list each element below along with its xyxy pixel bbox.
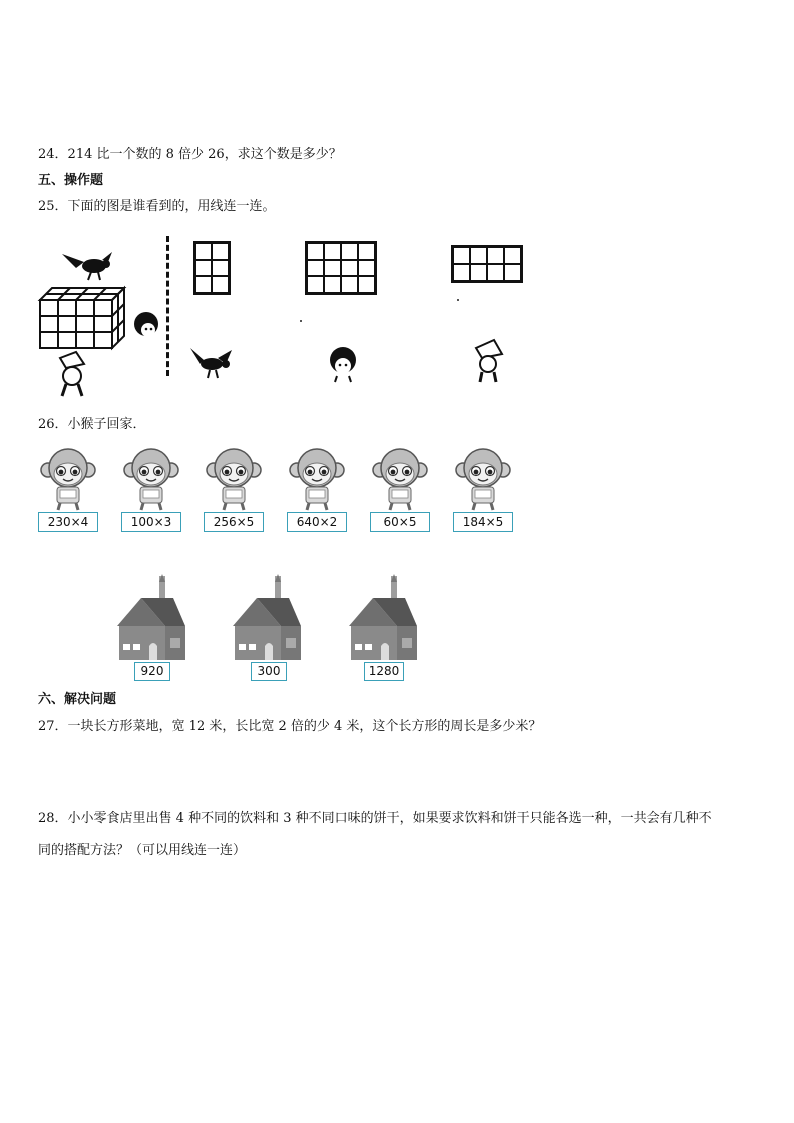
bird-icon bbox=[62, 252, 112, 280]
monkey-icon bbox=[123, 446, 179, 516]
house-icon bbox=[115, 574, 187, 664]
expression-box: 640×2 bbox=[287, 512, 347, 532]
monkey-icon bbox=[206, 446, 262, 516]
section-6-heading: 六、解决问题 bbox=[38, 692, 117, 707]
child-with-hat-icon bbox=[468, 336, 508, 384]
question-28-line-2: 同的搭配方法？（可以用线连一连） bbox=[38, 843, 247, 858]
expression-box: 60×5 bbox=[370, 512, 430, 532]
house-label: 1280 bbox=[364, 662, 404, 681]
expression-box: 100×3 bbox=[121, 512, 181, 532]
monkey-icon bbox=[372, 446, 428, 516]
house-label: 300 bbox=[251, 662, 287, 681]
house-label: 920 bbox=[134, 662, 170, 681]
expression-box: 184×5 bbox=[453, 512, 513, 532]
monkey-icon bbox=[289, 446, 345, 516]
view-grid-front bbox=[305, 241, 377, 295]
stray-dot bbox=[300, 320, 302, 322]
monkey-icon bbox=[40, 446, 96, 516]
view-grid-top bbox=[451, 245, 523, 283]
bird-icon bbox=[186, 344, 240, 380]
monkey-icon bbox=[455, 446, 511, 516]
house-icon bbox=[231, 574, 303, 664]
question-24: 24．214 比一个数的 8 倍少 26，求这个数是多少？ bbox=[38, 147, 342, 162]
question-25: 25．下面的图是谁看到的，用线连一连。 bbox=[38, 199, 276, 214]
question-28-line-1: 28．小小零食店里出售 4 种不同的饮料和 3 种不同口味的饼干，如果要求饮料和饼干只能各选一种，一共会有几种不 bbox=[38, 811, 712, 826]
dashed-divider bbox=[166, 236, 169, 376]
house-icon bbox=[347, 574, 419, 664]
view-grid-side bbox=[193, 241, 231, 295]
cube-front-face bbox=[40, 288, 124, 348]
expression-box: 256×5 bbox=[204, 512, 264, 532]
question-27: 27．一块长方形菜地，宽 12 米，长比宽 2 倍的少 4 米，这个长方形的周长是多少米？ bbox=[38, 719, 542, 734]
stray-dot bbox=[457, 299, 459, 301]
cube-block-figure bbox=[36, 248, 166, 398]
section-5-heading: 五、操作题 bbox=[38, 173, 104, 188]
question-26: 26．小猴子回家． bbox=[38, 417, 146, 432]
expression-box: 230×4 bbox=[38, 512, 98, 532]
boy-icon bbox=[134, 312, 158, 337]
boy-icon bbox=[325, 344, 361, 384]
child-with-hat-icon bbox=[60, 352, 84, 396]
